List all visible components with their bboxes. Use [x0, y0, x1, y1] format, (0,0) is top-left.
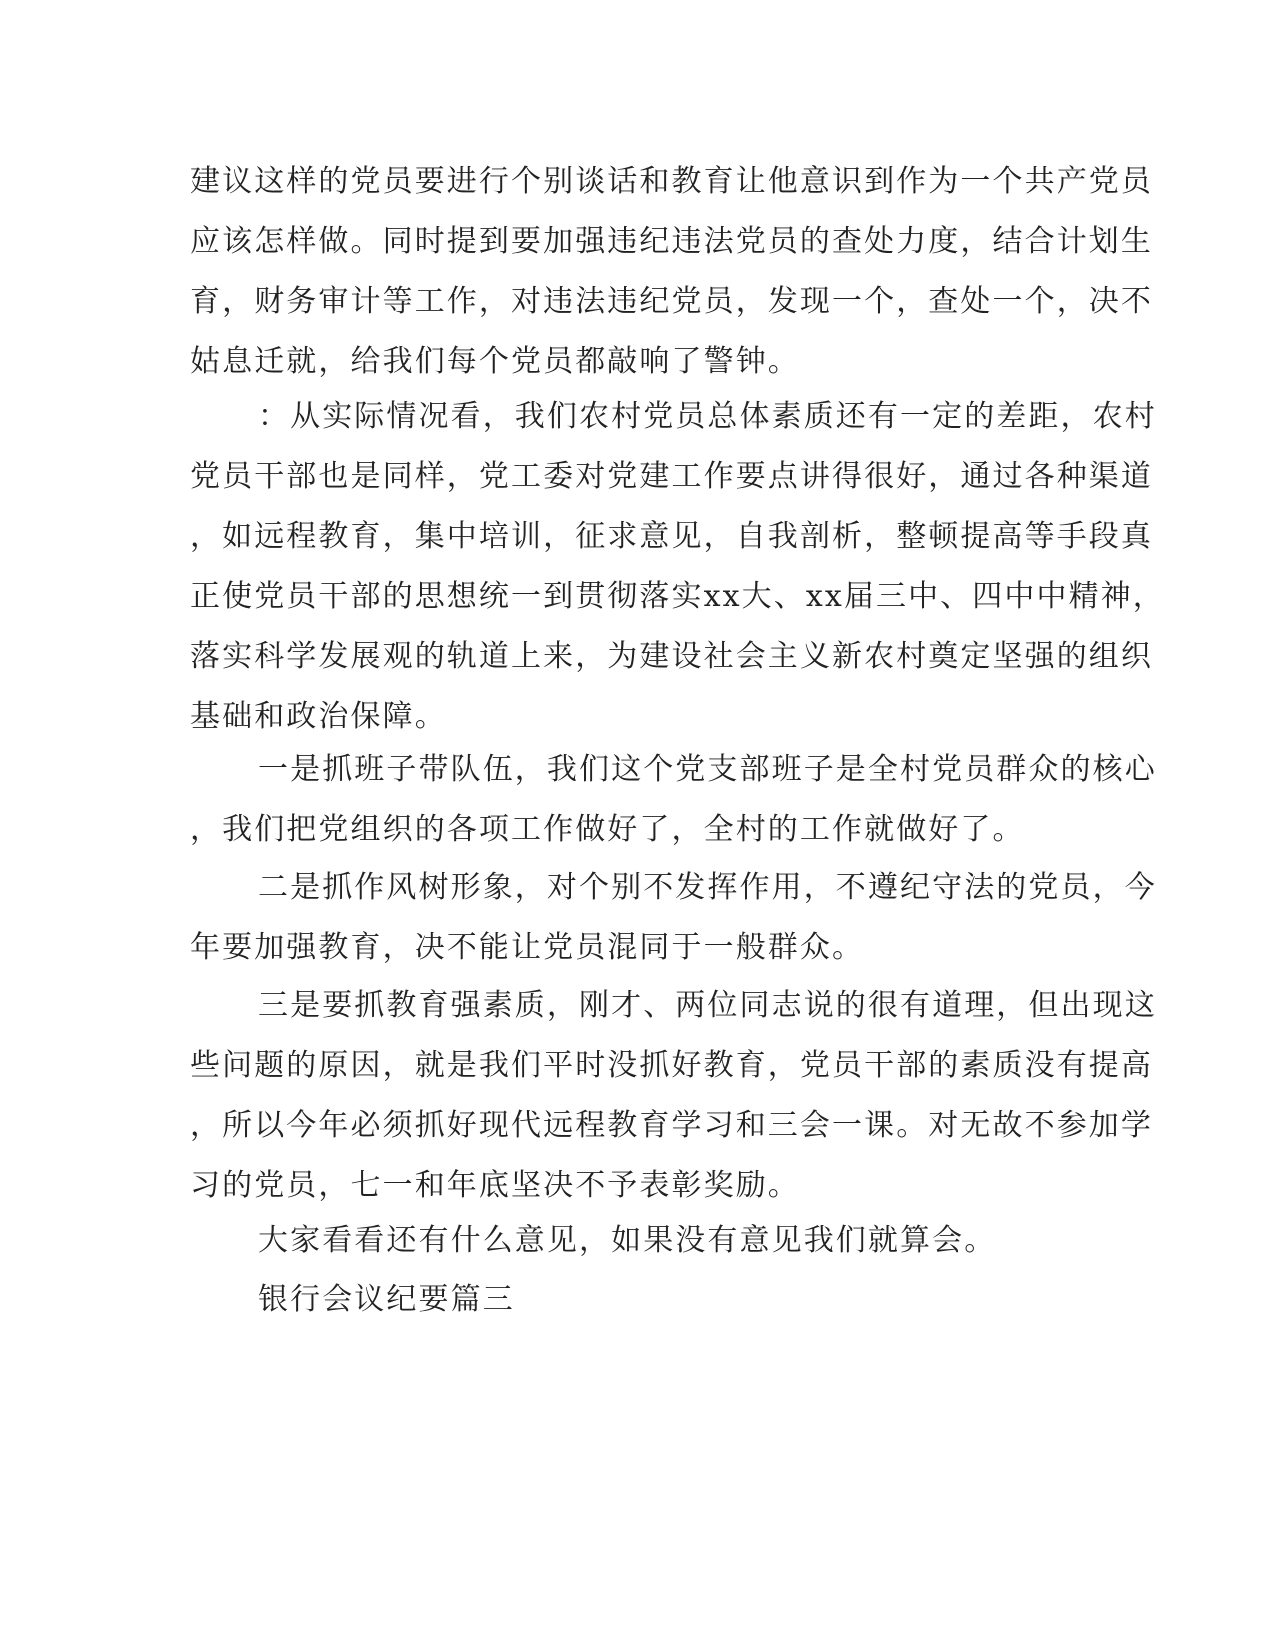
text-line: 大家看看还有什么意见，如果没有意见我们就算会。	[258, 1223, 997, 1258]
text-line: ，如远程教育，集中培训，征求意见，自我剖析，整顿提高等手段真	[190, 519, 1153, 554]
text-line: 二是抓作风树形象，对个别不发挥作用，不遵纪守法的党员，今	[258, 870, 1157, 905]
text-line: 一是抓班子带队伍，我们这个党支部班子是全村党员群众的核心	[258, 752, 1157, 787]
paragraph-actual-situation	[190, 387, 1165, 747]
text-line: 党员干部也是同样，党工委对党建工作要点讲得很好，通过各种渠道	[190, 459, 1153, 494]
text-line: ：从实际情况看，我们农村党员总体素质还有一定的差距，农村	[258, 399, 1157, 434]
text-line: 基础和政治保障。	[190, 699, 447, 734]
paragraph-party-member-talks	[190, 152, 1153, 392]
paragraph-point-two	[190, 858, 1157, 978]
text-line: 三是要抓教育强素质，刚才、两位同志说的很有道理，但出现这	[258, 988, 1157, 1023]
paragraph-closing-remark	[190, 1211, 996, 1271]
text-line: 建议这样的党员要进行个别谈话和教育让他意识到作为一个共产党员	[190, 164, 1153, 199]
text-line: 些问题的原因，就是我们平时没抓好教育，党员干部的素质没有提高	[190, 1048, 1153, 1083]
paragraph-point-one	[190, 740, 1157, 860]
text-line: 年要加强教育，决不能让党员混同于一般群众。	[190, 930, 865, 965]
text-line: ，所以今年必须抓好现代远程教育学习和三会一课。对无故不参加学	[190, 1108, 1153, 1143]
section-heading	[190, 1270, 515, 1330]
text-line: ，我们把党组织的各项工作做好了，全村的工作就做好了。	[190, 812, 1025, 847]
text-line: 银行会议纪要篇三	[258, 1282, 515, 1317]
text-line: 姑息迁就，给我们每个党员都敲响了警钟。	[190, 344, 800, 379]
paragraph-point-three	[190, 976, 1157, 1216]
text-line: 育，财务审计等工作，对违法违纪党员，发现一个，查处一个，决不	[190, 284, 1153, 319]
text-line: 习的党员，七一和年底坚决不予表彰奖励。	[190, 1168, 800, 1203]
text-line: 应该怎样做。同时提到要加强违纪违法党员的查处力度，结合计划生	[190, 224, 1153, 259]
text-line: 落实科学发展观的轨道上来，为建设社会主义新农村奠定坚强的组织	[190, 639, 1153, 674]
text-line: 正使党员干部的思想统一到贯彻落实xx大、xx届三中、四中中精神，	[190, 579, 1165, 614]
